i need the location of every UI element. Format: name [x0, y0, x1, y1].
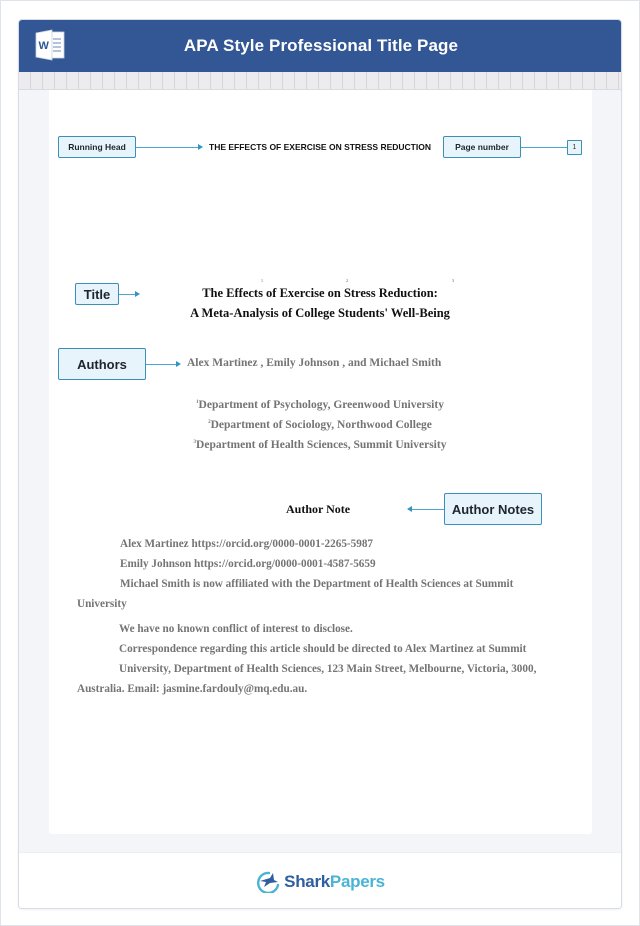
author-names: Alex Martinez , Emily Johnson , and Michael Smith — [187, 357, 442, 369]
running-head-arrow — [136, 147, 198, 148]
author-note-heading: Author Note — [286, 502, 351, 516]
author-note-line: Alex Martinez https://orcid.org/0000-0001-2265-5987 — [120, 538, 374, 550]
author-note-line: University, Department of Health Sciences, 123 Main Street, Melbourne, Victoria, 3000, — [119, 663, 537, 675]
stray-superscript: 2 — [346, 278, 348, 283]
running-head-arrowhead — [198, 144, 203, 150]
affiliation-3: $^3$Department of Health Sciences, Summit University — [193, 439, 447, 451]
workspace — [19, 90, 622, 852]
author-note-line: We have no known conflict of interest to disclose. — [119, 623, 353, 635]
authors-label: Authors — [58, 348, 146, 380]
authors-arrowhead — [176, 361, 181, 367]
stray-superscript: 3 — [452, 278, 454, 283]
affiliation-sup: 1 — [196, 400, 199, 405]
word-document-icon — [34, 29, 68, 61]
logo-text-papers: Papers — [329, 871, 385, 891]
stray-superscript: 1 — [261, 278, 263, 283]
running-head-text: THE EFFECTS OF EXERCISE ON STRESS REDUCTION — [209, 142, 431, 152]
authors-arrow — [146, 364, 176, 365]
footer — [19, 852, 622, 909]
author-note-line: Michael Smith is now affiliated with the Department of Health Sciences at Summit — [120, 578, 514, 590]
author-note-line: Emily Johnson https://orcid.org/0000-0001-4587-5659 — [120, 558, 376, 570]
header-bar — [19, 20, 622, 72]
author-notes-arrow — [412, 509, 444, 510]
author-notes-label: Author Notes — [444, 493, 542, 525]
affiliation-sup: 2 — [208, 420, 211, 425]
author-note-line: Australia. Email: jasmine.fardouly@mq.edu.au. — [77, 683, 308, 695]
sharkpapers-logo[interactable] — [257, 871, 385, 893]
document-page — [49, 90, 592, 834]
title-label: Title — [75, 283, 119, 305]
page-number-label: Page number — [443, 136, 521, 158]
page-title: APA Style Professional Title Page — [183, 36, 459, 55]
affiliation-1: $^1$Department of Psychology, Greenwood University — [196, 399, 444, 411]
author-note-line: University — [77, 598, 127, 610]
running-head-label: Running Head — [58, 136, 136, 158]
document-title-line-1: The Effects of Exercise on Stress Reduction: — [202, 286, 438, 300]
page-number-connector — [521, 147, 567, 148]
affiliation-2: $^2$Department of Sociology, Northwood College — [208, 419, 432, 431]
svg-text:W: W — [38, 40, 49, 52]
page-number: 1 — [567, 140, 582, 155]
document-title-line-2: A Meta-Analysis of College Students' Well-Being — [190, 306, 450, 320]
author-note-line: Correspondence regarding this article should be directed to Alex Martinez at Summit — [119, 643, 527, 655]
affiliation-sup: 3 — [193, 440, 197, 445]
shark-logo-icon — [257, 871, 281, 893]
logo-text-shark: Shark — [284, 871, 330, 891]
ruler — [19, 72, 622, 90]
